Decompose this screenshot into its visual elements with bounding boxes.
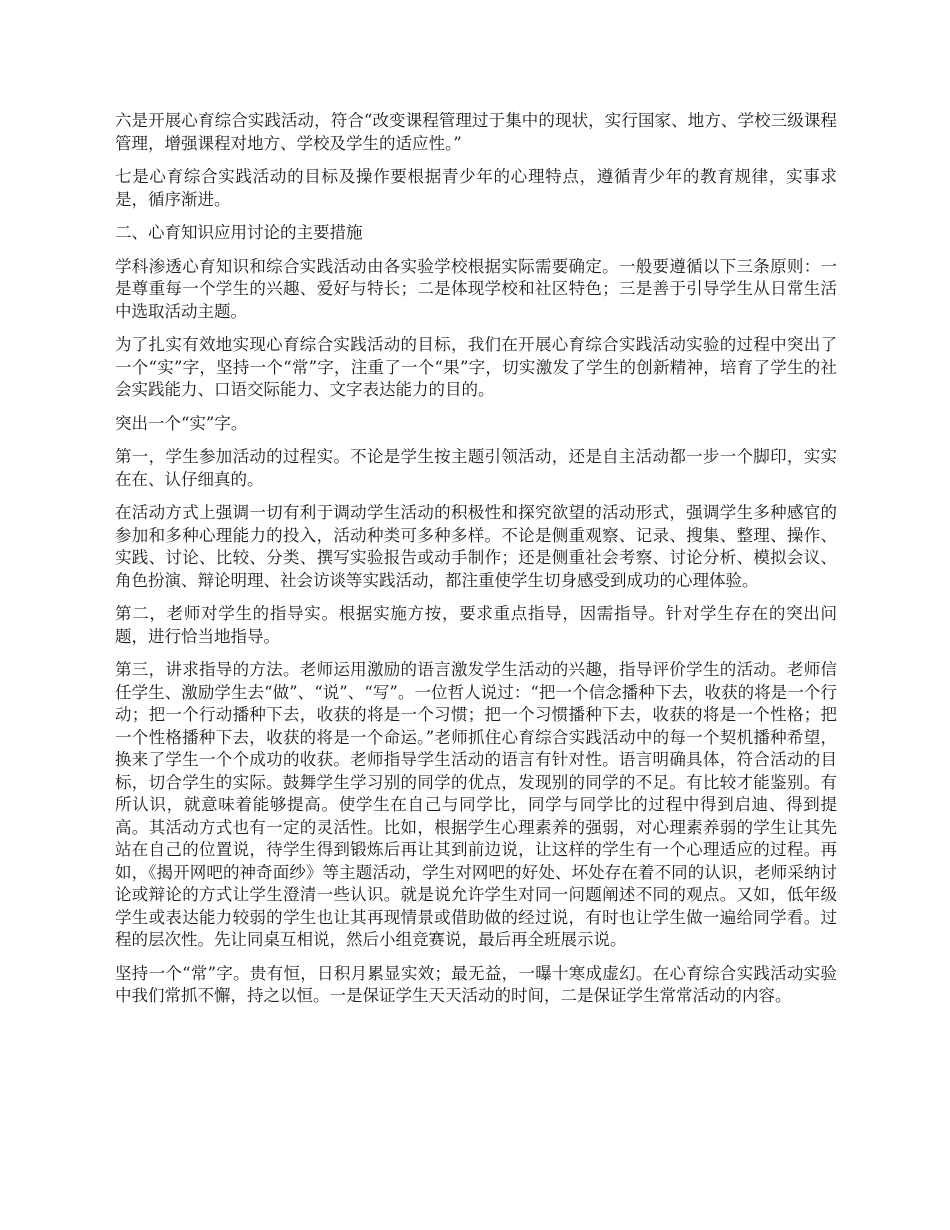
paragraph-second-guidance: 第二，老师对学生的指导实。根据实施方按，要求重点指导，因需指导。针对学生存在的突出问题，进行恰当地指导。: [115, 604, 837, 646]
section-heading-main-measures: 二、心育知识应用讨论的主要措施: [115, 223, 363, 242]
document-page: [115, 110, 837, 1019]
paragraph-seven-goals: 七是心育综合实践活动的目标及操作要根据青少年的心理特点，遵循青少年的教育规律，实事求是，循序渐进。: [115, 167, 837, 209]
paragraph-subject-infiltration: 学科渗透心育知识和综合实践活动由各实验学校根据实际需要确定。一般要遵循以下三条原则：一是尊重每一个学生的兴趣、爱好与特长；二是体现学校和社区特色；三是善于引导学生从日常生活中选取活动主题。: [115, 256, 837, 321]
paragraph-first-process: 第一，学生参加活动的过程实。不论是学生按主题引领活动，还是自主活动都一步一个脚印，实实在在、认仔细真的。: [115, 447, 837, 489]
paragraph-highlight-shi: 突出一个“实”字。: [115, 413, 248, 433]
paragraph-achieve-goals: 为了扎实有效地实现心育综合实践活动的目标，我们在开展心育综合实践活动实验的过程中突出了一个“实”字，坚持一个“常”字，注重了一个“果”字，切实激发了学生的创新精神，培育了学生的社会实践能力、口语交际能力、文字表达能力的目的。: [115, 335, 837, 399]
paragraph-activity-forms: 在活动方式上强调一切有利于调动学生活动的积极性和探究欲望的活动形式，强调学生多种感官的参加和多种心理能力的投入，活动种类可多种多样。不论是侧重观察、记录、搜集、整理、操作、实践、讨论、比较、分类、撰写实验报告或动手制作；还是侧重社会考察、讨论分析、模拟会议、角色扮演、辩论明理、社会访谈等实践活动，都注重使学生切身感受到成功的心理体验。: [115, 503, 837, 590]
paragraph-six-practice-activity: 六是开展心育综合实践活动，符合“改变课程管理过于集中的现状，实行国家、地方、学校三级课程管理，增强课程对地方、学校及学生的适应性。”: [115, 111, 837, 153]
paragraph-third-methods: 第三，讲求指导的方法。老师运用激励的语言激发学生活动的兴趣，指导评价学生的活动。老师信任学生、激励学生去“做”、“说”、“写”。一位哲人说过：“把一个信念播种下去，收获的将是一个行动；把一个行动播种下去，收获的将是一个习惯；把一个习惯播种下去，收获的将是一个性格；把一个性格播种下去，收获的将是一个命运。”老师抓住心育综合实践活动中的每一个契机播种希望，换来了学生一个个成功的收获。老师指导学生活动的语言有针对性。语言明确具体，符合活动的目标，切合学生的实际。鼓舞学生学习别的同学的优点，发现别的同学的不足。有比较才能鉴别。有所认识，就意味着能够提高。使学生在自己与同学比，同学与同学比的过程中得到启迪、得到提高。其活动方式也有一定的灵活性。比如，根据学生心理素养的强弱，对心理素养弱的学生让其先站在自己的位置说，待学生得到锻炼后再让其到前边说，让这样的学生有一个心理适应的过程。再如，《揭开网吧的神奇面纱》等主题活动，学生对网吧的好处、坏处存在着不同的认识，老师采纳讨论或辩论的方式让学生澄清一些认识。就是说允许学生对同一问题阐述不同的观点。又如，低年级学生或表达能力较弱的学生也让其再现情景或借助做的经过说，有时也让学生做一遍给同学看。过程的层次性。先让同桌互相说，然后小组竞赛说，最后再全班展示说。: [115, 660, 837, 949]
paragraph-persist-chang: 坚持一个“常”字。贵有恒，日积月累显实效；最无益，一曝十寒成虚幻。在心育综合实践活动实验中我们常抓不懈，持之以恒。一是保证学生天天活动的时间，二是保证学生常常活动的内容。: [115, 963, 837, 1005]
